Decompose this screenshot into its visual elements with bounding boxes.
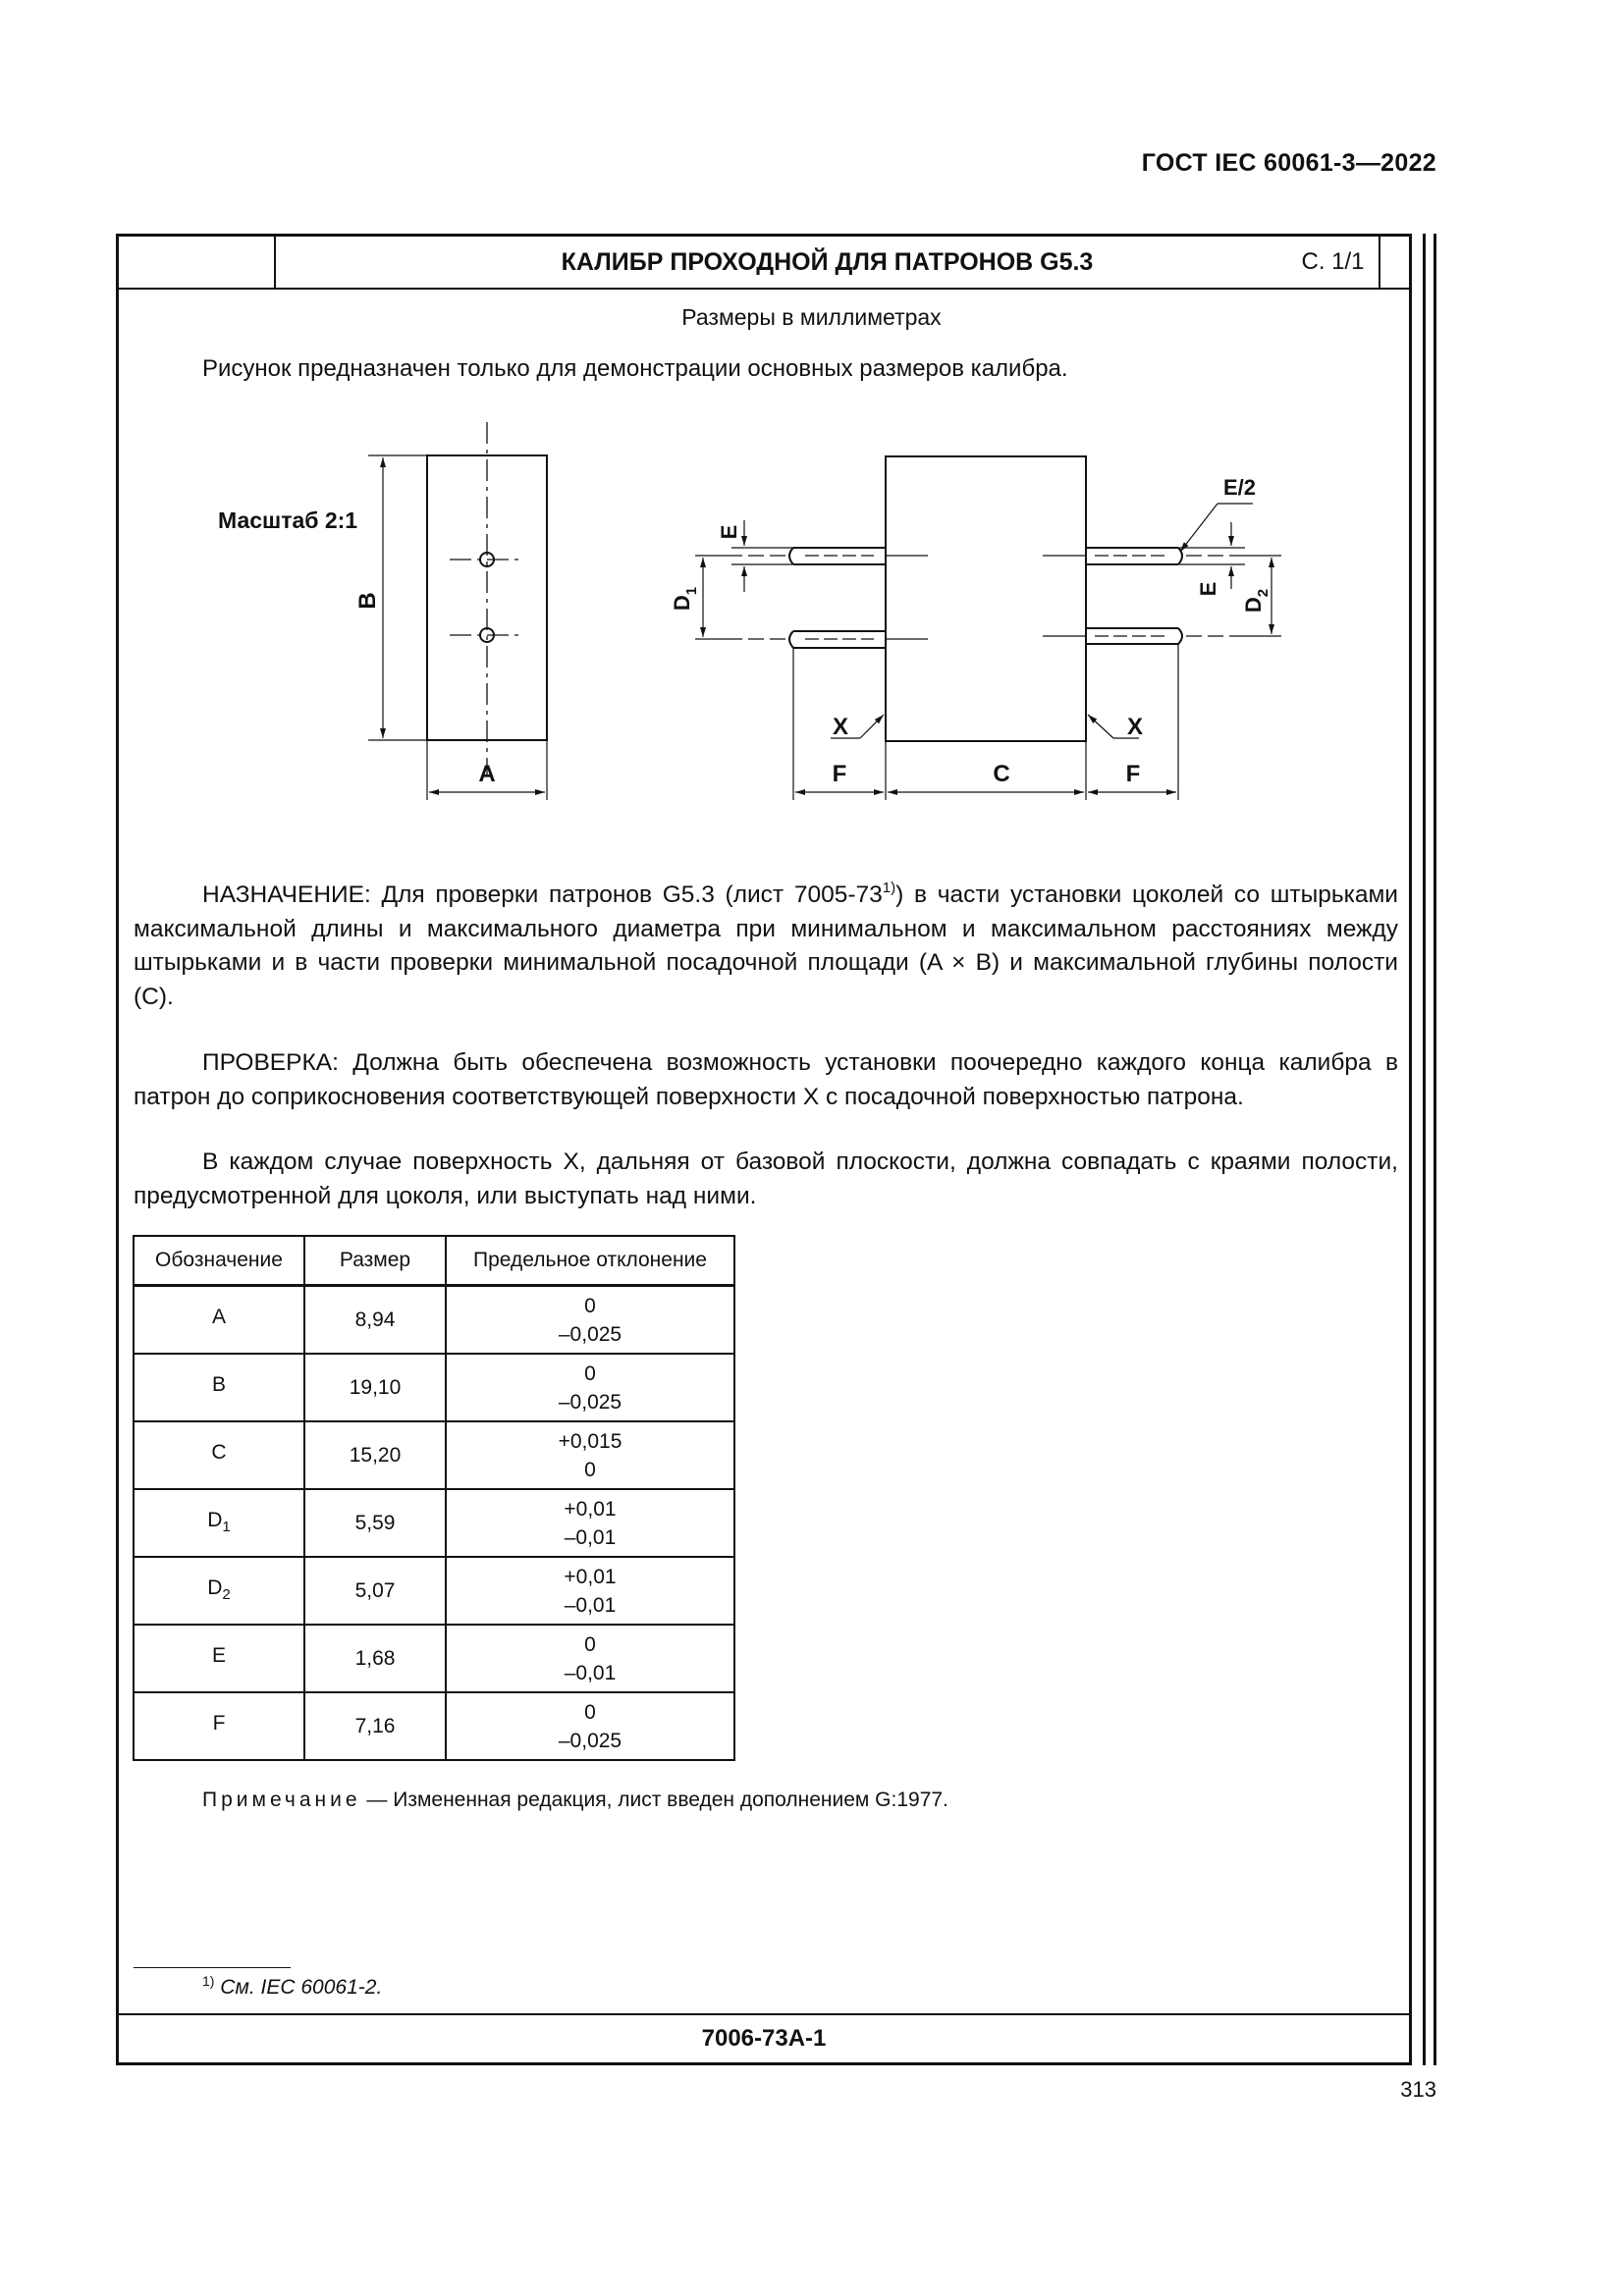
cell-designation: E (134, 1625, 304, 1692)
cell-tolerance: 0 –0,025 (446, 1354, 734, 1421)
cell-size: 5,07 (304, 1557, 446, 1625)
cell-designation: B (134, 1354, 304, 1421)
cell-size: 19,10 (304, 1354, 446, 1421)
footnote: $^{1)}$ См. IEC 60061-2. (202, 1973, 383, 1999)
page-number: 313 (1400, 2077, 1436, 2102)
col-header-size: Размер (304, 1236, 446, 1286)
dim-label-c: C (993, 761, 1010, 787)
cell-designation: C (134, 1421, 304, 1489)
dim-label-e-half: E/2 (1223, 475, 1257, 500)
col-header-tolerance: Предельное отклонение (446, 1236, 734, 1286)
dim-label-a: A (478, 761, 496, 787)
dim-label-f-right: F (1125, 761, 1141, 787)
cell-designation: F (134, 1692, 304, 1760)
scale-label: Масштаб 2:1 (218, 507, 358, 533)
col-header-designation: Обозначение (134, 1236, 304, 1286)
cell-size: 7,16 (304, 1692, 446, 1760)
dim-label-e-right: E (1196, 581, 1220, 597)
sheet-number: С. 1/1 (1301, 248, 1365, 275)
table-row (134, 1692, 734, 1760)
table-row (134, 1557, 734, 1625)
cell-designation: $D_1$ (134, 1489, 304, 1557)
table-row (134, 1625, 734, 1692)
cell-designation: $D_2$ (134, 1557, 304, 1625)
table-row (134, 1354, 734, 1421)
gauge-body (886, 456, 1086, 741)
cell-tolerance: 0 –0,025 (446, 1692, 734, 1760)
table-row (134, 1421, 734, 1489)
cell-size: 8,94 (304, 1286, 446, 1355)
dim-label-b: B (354, 592, 381, 610)
sheet-code: 7006-73A-1 (119, 2013, 1409, 2062)
cell-size: 5,59 (304, 1489, 446, 1557)
document-code: ГОСТ IEC 60061-3—2022 (1141, 149, 1436, 177)
dim-label-f-left: F (832, 761, 847, 787)
dim-label-x-left: X (833, 714, 849, 740)
table-header-row (134, 1236, 734, 1286)
cell-size: 15,20 (304, 1421, 446, 1489)
cell-tolerance: +0,01 –0,01 (446, 1557, 734, 1625)
dim-label-e-left: E (717, 524, 741, 540)
cell-designation: A (134, 1286, 304, 1355)
cell-tolerance: +0,015 0 (446, 1421, 734, 1489)
dim-label-d2: $D_2$ (1241, 588, 1271, 614)
dim-label-x-right: X (1127, 714, 1144, 740)
table-row (134, 1286, 734, 1355)
cell-tolerance: 0 –0,01 (446, 1625, 734, 1692)
dimensions-table (133, 1235, 735, 1761)
sheet-title: КАЛИБР ПРОХОДНОЙ ДЛЯ ПАТРОНОВ G5.3 (276, 237, 1380, 288)
cell-tolerance: +0,01 –0,01 (446, 1489, 734, 1557)
cell-size: 1,68 (304, 1625, 446, 1692)
cell-tolerance: 0 –0,025 (446, 1286, 734, 1355)
check-paragraph-1: ПРОВЕРКА: Должна быть обеспечена возможность установки поочередно каждого конца калибра в патрон до соприкосновения соответствующей поверхности X с посадочной поверхностью патрона. (134, 1049, 1398, 1110)
dim-label-d1: $D_1$ (670, 586, 700, 612)
remark-note: Примечание — Измененная редакция, лист введен дополнением G:1977. (202, 1789, 948, 1811)
units-note: Размеры в миллиметрах (681, 304, 942, 330)
table-row (134, 1489, 734, 1557)
footnote-divider (134, 1967, 291, 1968)
figure-note: Рисунок предназначен только для демонстрации основных размеров калибра. (202, 355, 1068, 382)
footnote-ref: 1) (882, 880, 896, 896)
purpose-paragraph: НАЗНАЧЕНИЕ: Для проверки патронов G5.3 (лист 7005-73$^{1)}$) в части установки цоколей со штырьками максимальной длины и максимального диаметра при минимальном и максимальном расстояниях между штырьками и в части проверки минимальной посадочной площади (A × B) и максимальной глубины полости (C). (134, 880, 1398, 1010)
gauge-drawing (0, 0, 1623, 844)
check-paragraph-2: В каждом случае поверхность X, дальняя от базовой плоскости, должна совпадать с краями полости, предусмотренной для цоколя, или выступать над ними. (134, 1148, 1398, 1209)
